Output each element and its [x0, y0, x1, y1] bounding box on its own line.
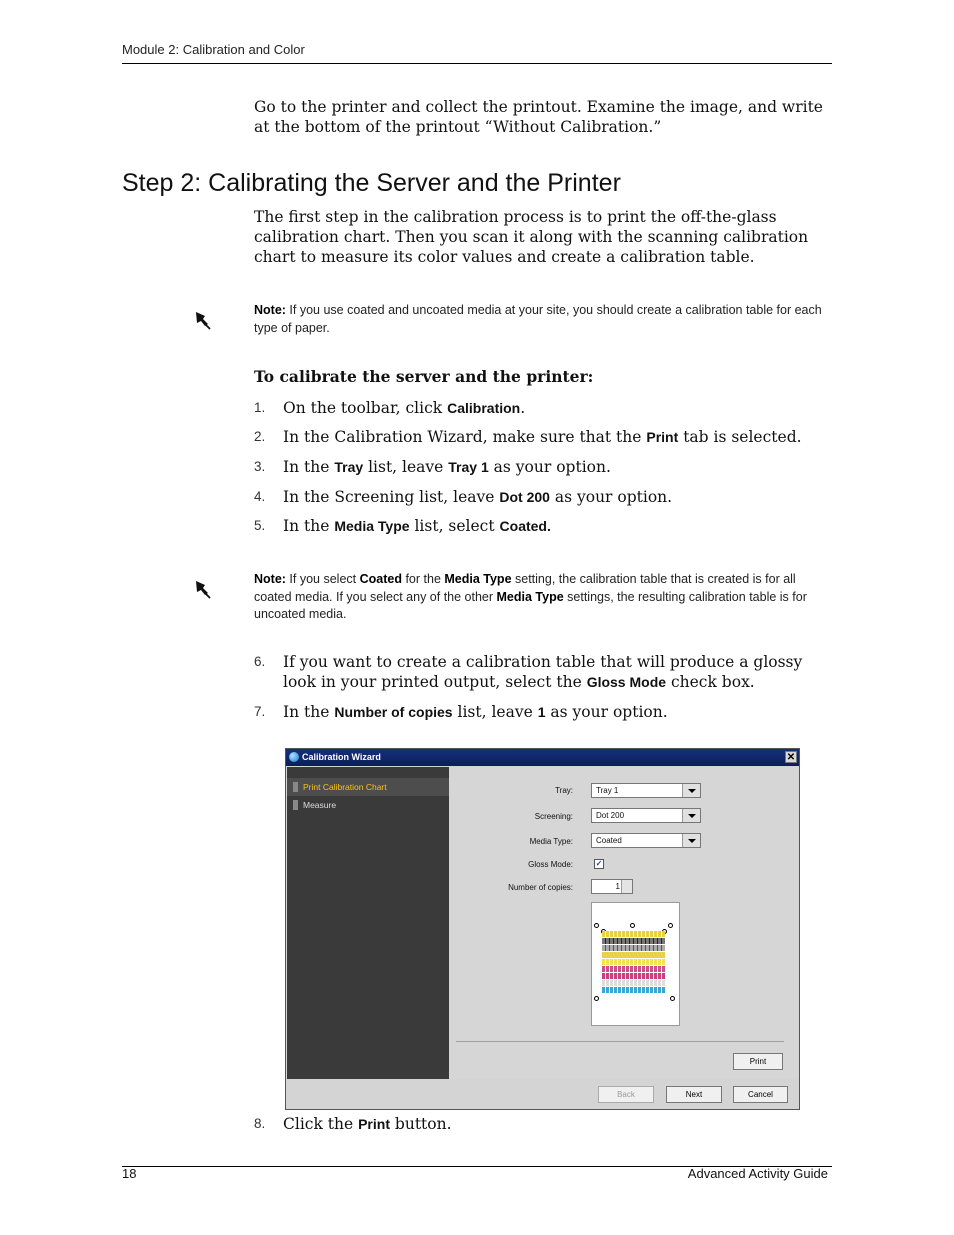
page-number: 18 [122, 1166, 137, 1181]
back-button[interactable]: Back [598, 1086, 654, 1103]
step-4: 4. In the Screening list, leave Dot 200 as your option. [254, 488, 673, 506]
calibration-wizard-window [285, 748, 800, 1110]
gloss-mode-label: Gloss Mode: [528, 860, 573, 869]
calibration-chart-preview [591, 902, 680, 1026]
color-patch-grid [602, 931, 665, 994]
chevron-down-icon [682, 784, 700, 797]
procedure-title: To calibrate the server and the printer: [254, 367, 594, 386]
pushpin-icon [193, 309, 213, 331]
print-button[interactable]: Print [733, 1053, 783, 1070]
note-calibration-per-media: Note: If you use coated and uncoated media at your site, you should create a calibration table for each type of paper. [254, 303, 822, 335]
running-header: Module 2: Calibration and Color [122, 42, 305, 57]
section-paragraph: The first step in the calibration process is to print the off-the-glass calibration chart. Then you scan it along with the scanning calibration chart to measure its color values and create a calibration table. [254, 208, 809, 266]
panel-divider [456, 1041, 784, 1042]
tray-select[interactable]: Tray 1 [591, 783, 701, 798]
chevron-down-icon [682, 834, 700, 847]
media-type-select[interactable]: Coated [591, 833, 701, 848]
copies-stepper[interactable]: 1 [591, 879, 633, 894]
step-1: 1. On the toolbar, click Calibration. [254, 399, 526, 417]
guide-title: Advanced Activity Guide [687, 1166, 828, 1181]
intro-paragraph: Go to the printer and collect the printout. Examine the image, and write at the bottom of the printout “Without Calibration.” [254, 98, 823, 136]
header-rule [122, 63, 832, 64]
section-title: Step 2: Calibrating the Server and the Printer [122, 169, 621, 197]
step-2: 2. In the Calibration Wizard, make sure that the Print tab is selected. [254, 428, 802, 446]
media-type-label: Media Type: [529, 837, 573, 846]
gloss-mode-checkbox[interactable]: ✓ [595, 859, 603, 868]
step-6: 6. If you want to create a calibration table that will produce a glossy look in your printed output, select the Gloss Mode check box. [254, 653, 803, 691]
step-5: 5. In the Media Type list, select Coated. [254, 517, 551, 535]
wizard-sidebar [287, 767, 449, 1079]
pushpin-icon [193, 578, 213, 600]
cancel-button[interactable]: Cancel [733, 1086, 788, 1103]
close-icon[interactable]: ✕ [786, 752, 796, 763]
copies-label: Number of copies: [508, 883, 573, 892]
step-8: 8. Click the Print button. [254, 1115, 452, 1133]
wizard-title-bar [286, 749, 799, 766]
tray-label: Tray: [555, 786, 573, 795]
wizard-title: Calibration Wizard [302, 752, 381, 762]
step-7: 7. In the Number of copies list, leave 1 as your option. [254, 703, 668, 721]
screening-select[interactable]: Dot 200 [591, 808, 701, 823]
screening-label: Screening: [534, 812, 573, 821]
note-coated-media: Note: If you select Coated for the Media Type setting, the calibration table that is created is for all coated media. If you select any of the other Media Type settings, the resulting calibration table is for uncoated media. [254, 572, 807, 621]
globe-icon [289, 752, 299, 762]
next-button[interactable]: Next [666, 1086, 722, 1103]
sidebar-item-print-calibration-chart[interactable]: Print Calibration Chart [287, 778, 449, 796]
wizard-main-panel [449, 767, 798, 1079]
sidebar-item-measure[interactable]: Measure [287, 796, 449, 814]
step-3: 3. In the Tray list, leave Tray 1 as your option. [254, 458, 611, 476]
chevron-down-icon [682, 809, 700, 822]
